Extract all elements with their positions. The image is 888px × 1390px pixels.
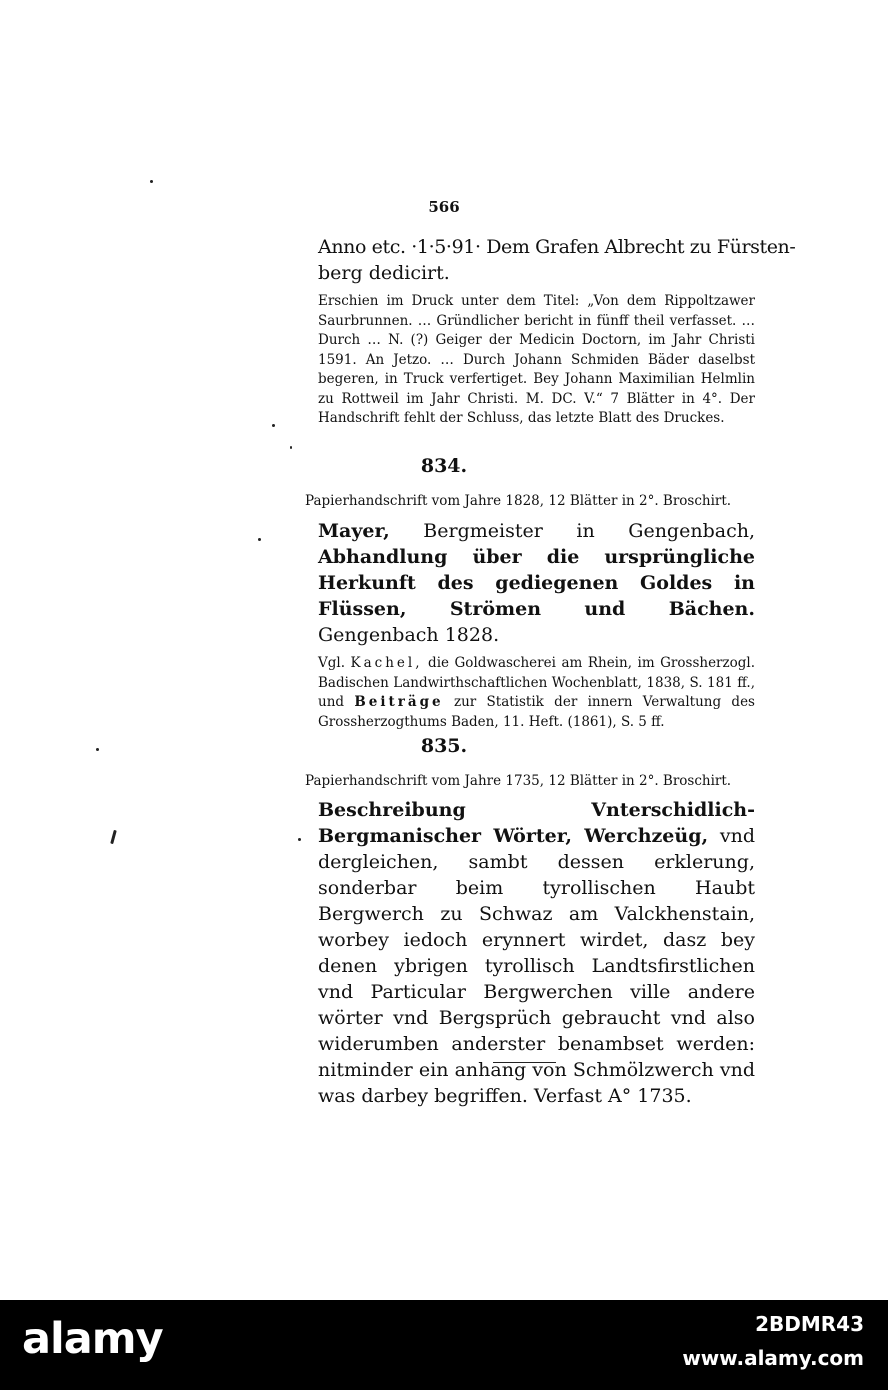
scan-speck [258, 538, 261, 541]
entry-title-end: Verfast A° 1735. [527, 1085, 692, 1107]
entry-number: 835. [420, 735, 468, 757]
scan-speck [110, 830, 117, 844]
scan-speck [298, 838, 301, 841]
previous-entry [318, 234, 796, 429]
previous-entry-title-line-1: Anno etc. ·1·5·91· Dem Grafen Albrecht zu Fürsten- [318, 236, 796, 258]
entry-meta: Papierhandschrift vom Jahre 1828, 12 Blätter in 2°. Broschirt. [305, 493, 732, 509]
end-rule [493, 1062, 556, 1063]
previous-entry-title-line-2: berg dedicirt. [318, 262, 450, 284]
entry-note-spaced: Kachel, [350, 655, 423, 671]
entry-title-rest: Gengenbach 1828. [318, 624, 500, 646]
watermark-bar [0, 1300, 888, 1390]
entry-title-rest: vnd dergleichen, sambt dessen erklerung, sonderbar beim tyrollischen Haubt Bergwerch zu Schwaz am Valckhenstain, worbey iedoch erynnert wirdet, dasz bey denen ybrigen tyrollisch Landtsfirstlichen vnd Particular Bergwerchen ville andere wörter vnd Bergsprüch gebraucht vnd also widerumben anderster benambset werden: nitminder ein anhang von Schmölzwerch vnd was darbey begriffen. [318, 825, 755, 1107]
entry-note-spaced: Beiträge [354, 694, 444, 710]
entry-title [318, 518, 755, 648]
page-number: 566 [428, 198, 460, 216]
image-code: 2BDMR43 [755, 1312, 864, 1336]
entry-834 [318, 518, 755, 732]
entry-title-bold: Beschreibung Vnterschidlich-Bergmanischer Wörter, Werchzeüg, [318, 799, 755, 847]
alamy-logo: alamy [22, 1314, 163, 1364]
scan-speck [272, 424, 275, 427]
entry-note-text: Vgl. [318, 655, 351, 671]
previous-entry-note: Erschien im Druck unter dem Titel: „Von dem Rippoltzawer Saurbrunnen. … Gründlicher bericht in fünff theil verfasset. … Durch … N. (?) Geiger der Medicin Doctorn, im Jahr Christi 1591. An Jetzo. … Durch Johann Schmiden Bäder daselbst begeren, in Truck verfertiget. Bey Johann Maximilian Helmlin zu Rottweil im Jahr Christi. M. DC. V.“ 7 Blätter in 4°. Der Handschrift fehlt der Schluss, das letzte Blatt des Druckes. [318, 293, 755, 426]
scan-speck [290, 446, 292, 449]
entry-author-role: Bergmeister in Gengenbach, [389, 520, 755, 542]
entry-author: Mayer, [318, 520, 390, 542]
entry-meta: Papierhandschrift vom Jahre 1735, 12 Blätter in 2°. Broschirt. [305, 773, 732, 789]
watermark-url: www.alamy.com [682, 1346, 864, 1370]
entry-number: 834. [420, 455, 468, 477]
entry-note-text: zur Statistik der innern Verwaltung des Grossherzogthums Baden, 11. Heft. (1861), S. 5 ff. [318, 694, 755, 730]
entry-note-text: die Goldwascherei am Rhein, im Grossherzogl. Badischen Landwirthschaftlichen Wochenblatt, 1838, S. 181 ff., und [318, 655, 755, 710]
entry-note [318, 654, 755, 732]
entry-title-bold: Abhandlung über die ursprüngliche Herkunft des gediegenen Goldes in Flüssen, Strömen und Bächen. [318, 546, 755, 620]
scan-speck [150, 180, 153, 183]
scan-speck [96, 748, 99, 751]
